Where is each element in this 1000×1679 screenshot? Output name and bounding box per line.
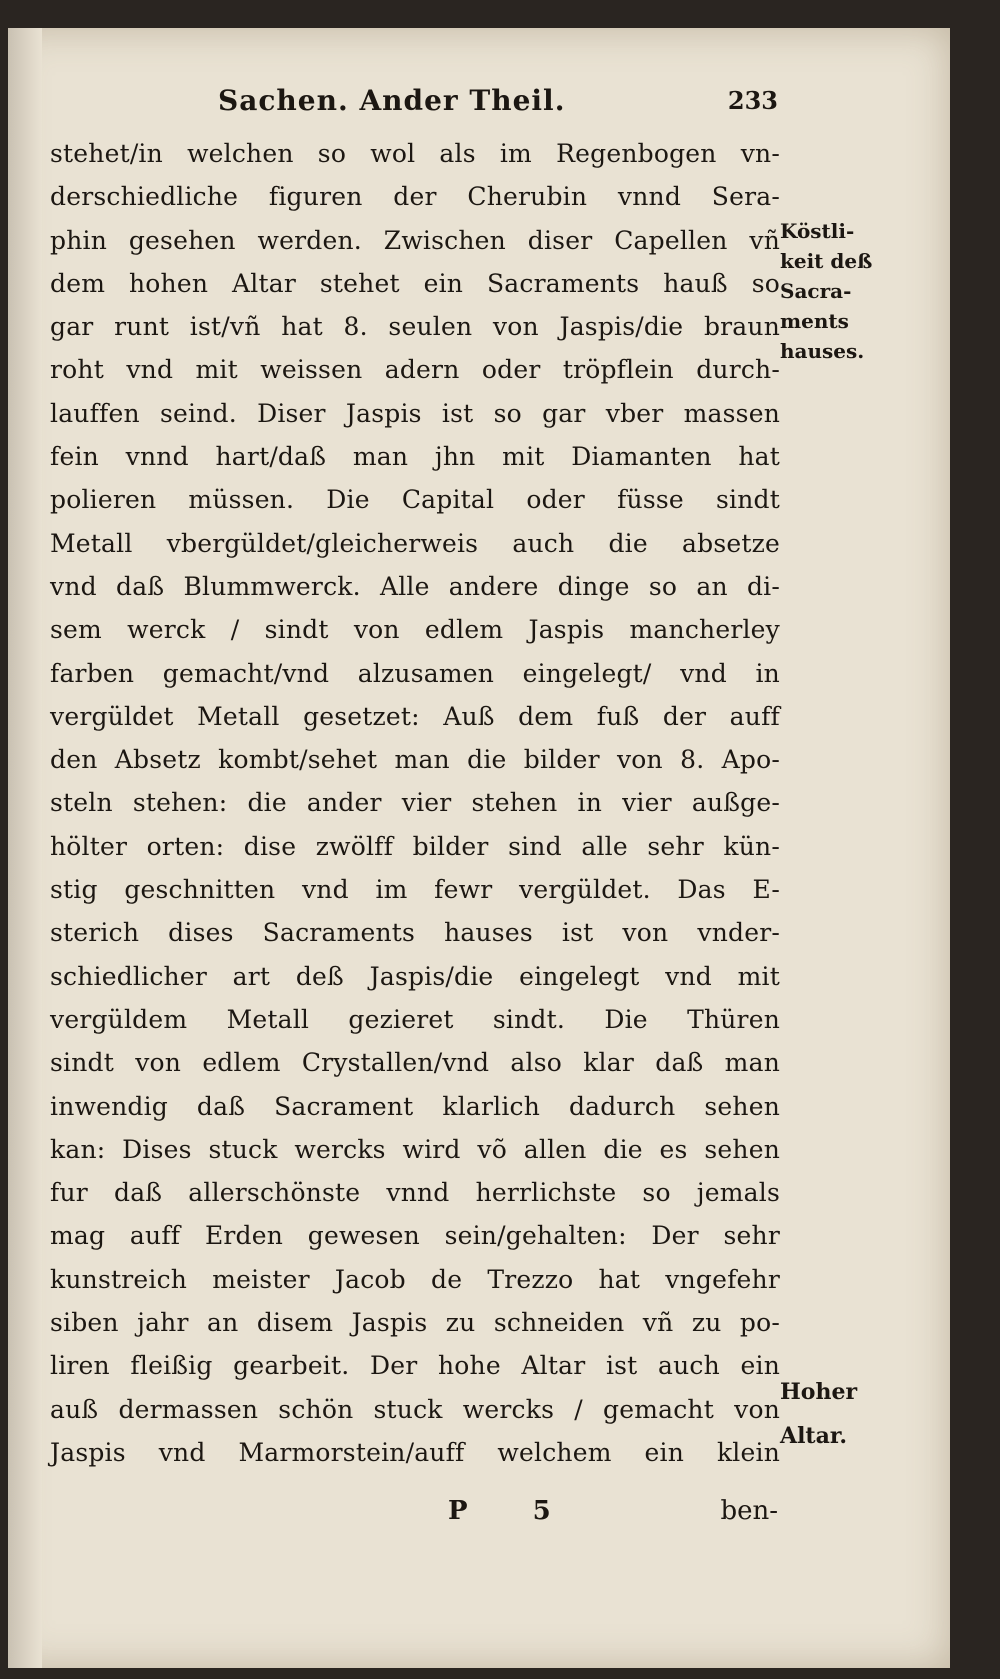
text-line: sindt von edlem Crystallen/vnd also klar daß man	[50, 1048, 780, 1078]
text-line: mag auff Erden gewesen sein/gehalten: Der sehr	[50, 1221, 780, 1251]
margin-note-line: Altar.	[780, 1423, 848, 1449]
text-line: phin gesehen werden. Zwischen diser Capellen vñ	[50, 225, 780, 255]
text-line: steln stehen: die ander vier stehen in vier außge-	[50, 788, 780, 818]
page-number: 233	[727, 86, 778, 115]
signature-mark: P 5	[448, 1496, 579, 1526]
text-line: lauffen seind. Diser Jaspis ist so gar vber massen	[50, 398, 780, 428]
margin-note-high-altar	[780, 1370, 880, 1458]
margin-note-line: Sacra-	[780, 279, 852, 303]
margin-note-line: hauses.	[780, 339, 865, 363]
text-line: vergüldem Metall gezieret sindt. Die Thüren	[50, 1004, 780, 1034]
text-line: den Absetz kombt/sehet man die bilder von 8. Apo-	[50, 745, 780, 775]
text-line: Metall vbergüldet/gleicherweis auch die absetze	[50, 528, 780, 558]
text-line: fein vnnd hart/daß man jhn mit Diamanten hat	[50, 442, 780, 472]
running-head: Sachen. Ander Theil.	[218, 84, 566, 117]
text-line: schiedlicher art deß Jaspis/die eingelegt vnd mit	[50, 961, 780, 991]
page-header	[218, 84, 778, 126]
margin-note-sacrament-house	[780, 216, 880, 366]
text-line: kunstreich meister Jacob de Trezzo hat vngefehr	[50, 1264, 780, 1294]
text-line: auß dermassen schön stuck wercks / gemacht von	[50, 1394, 780, 1424]
margin-note-line: ments	[780, 309, 849, 333]
text-line: liren fleißig gearbeit. Der hohe Altar ist auch ein	[50, 1351, 780, 1381]
text-line: vergüldet Metall gesetzet: Auß dem fuß der auff	[50, 701, 780, 731]
text-line: stehet/in welchen so wol als im Regenbogen vn-	[50, 139, 780, 168]
text-line: polieren müssen. Die Capital oder füsse sindt	[50, 485, 780, 515]
text-line: derschiedliche figuren der Cherubin vnnd Sera-	[50, 182, 780, 212]
margin-note-line: keit deß	[780, 249, 873, 273]
book-page	[8, 28, 950, 1668]
text-line: sem werck / sindt von edlem Jaspis mancherley	[50, 615, 780, 645]
text-line: roht vnd mit weissen adern oder tröpflein durch-	[50, 355, 780, 385]
text-line: gar runt ist/vñ hat 8. seulen von Jaspis/die braun	[50, 312, 780, 342]
text-line: inwendig daß Sacrament klarlich dadurch sehen	[50, 1091, 780, 1121]
text-line: fur daß allerschönste vnnd herrlichste so jemals	[50, 1178, 780, 1208]
main-text-block	[50, 132, 780, 1474]
text-line: hölter orten: dise zwölff bilder sind alle sehr kün-	[50, 831, 780, 861]
margin-note-line: Hoher	[780, 1379, 858, 1405]
text-line: sterich dises Sacraments hauses ist von vnder-	[50, 918, 780, 948]
text-line: kan: Dises stuck wercks wird võ allen die es sehen	[50, 1134, 780, 1164]
text-line: dem hohen Altar stehet ein Sacraments hauß so	[50, 268, 780, 298]
text-line: siben jahr an disem Jaspis zu schneiden vñ zu po-	[50, 1308, 780, 1338]
page-footer	[448, 1496, 778, 1536]
text-line: Jaspis vnd Marmorstein/auff welchem ein klein	[50, 1437, 780, 1467]
text-line: stig geschnitten vnd im fewr vergüldet. Das E-	[50, 875, 780, 905]
catchword: ben-	[720, 1496, 778, 1526]
margin-note-line: Köstli-	[780, 219, 855, 243]
page-binding-edge	[8, 28, 42, 1668]
text-line: vnd daß Blummwerck. Alle andere dinge so an di-	[50, 571, 780, 601]
text-line: farben gemacht/vnd alzusamen eingelegt/ vnd in	[50, 658, 780, 688]
